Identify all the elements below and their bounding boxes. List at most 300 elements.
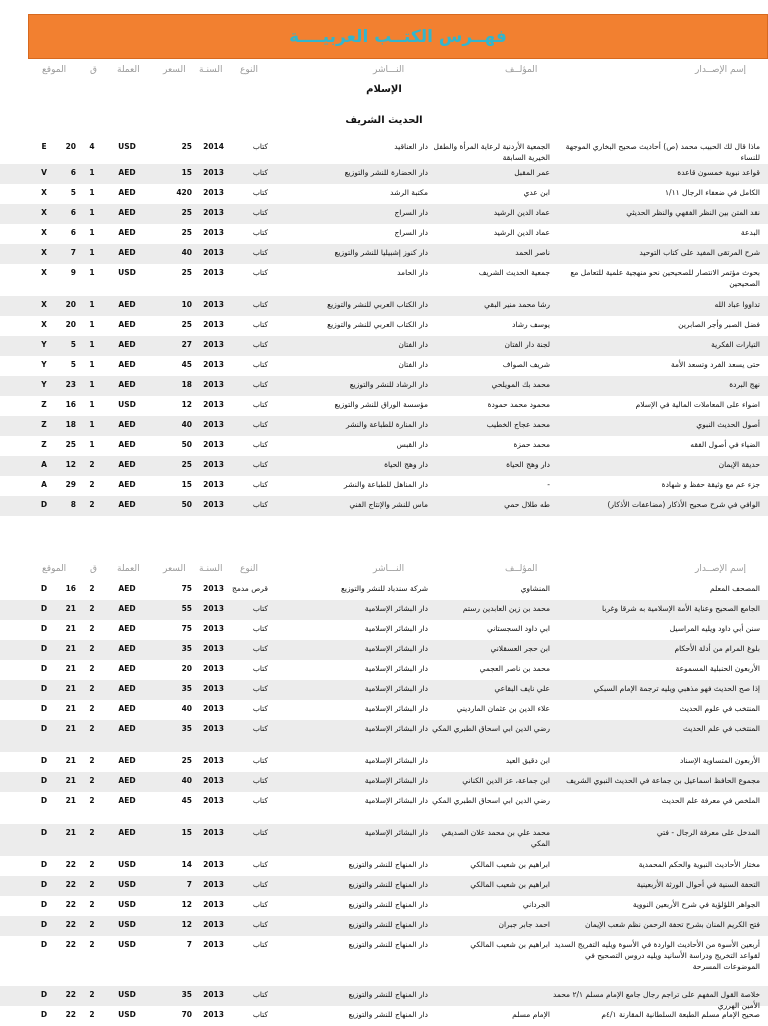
book-type: كتاب	[252, 880, 268, 889]
book-title: ماذا قال لك الحبيب محمد (ص) أحاديث صحيح البخاري الموجهة للنساء	[565, 142, 760, 162]
book-author: لجنة دار الفتان	[504, 340, 550, 349]
book-year: 2013	[203, 500, 224, 509]
book-section: 1	[89, 440, 95, 449]
book-publisher: دار العناقيد	[394, 142, 428, 151]
book-publisher: دار الحامد	[397, 268, 428, 277]
book-author: الجمعية الأردنية لرعاية المرأة والطفل الخيرية السابقة	[433, 142, 550, 162]
book-type: كتاب	[252, 400, 268, 409]
book-price: 18	[181, 380, 192, 389]
book-publisher: دار الكتاب العربي للنشر والتوزيع	[327, 320, 428, 329]
book-shelf-number: 21	[65, 796, 76, 805]
book-section: 2	[89, 796, 95, 805]
book-currency: USD	[118, 940, 136, 949]
book-shelf-letter: D	[40, 684, 48, 693]
book-currency: AED	[118, 584, 136, 593]
book-shelf-letter: D	[40, 664, 48, 673]
book-year: 2014	[203, 142, 224, 151]
book-shelf-number: 22	[65, 990, 76, 999]
book-author: شريف الصواف	[502, 360, 550, 369]
column-headers	[0, 61, 768, 81]
header-title: إسم الإصــدار	[694, 564, 746, 574]
book-section: 1	[89, 208, 95, 217]
book-shelf-letter: V	[41, 168, 47, 177]
book-title: حتى يسعد الفرد وتسعد الأمة	[670, 360, 760, 369]
book-year: 2013	[203, 664, 224, 673]
book-currency: AED	[118, 724, 136, 733]
book-year: 2013	[203, 268, 224, 277]
book-currency: AED	[118, 500, 136, 509]
table-row	[0, 700, 768, 720]
book-publisher: دار السراج	[394, 228, 428, 237]
book-price: 25	[181, 320, 192, 329]
book-author: محمد عجاج الخطيب	[486, 420, 550, 429]
book-shelf-letter: Y	[41, 360, 47, 369]
book-price: 25	[181, 142, 192, 151]
book-title: شرح المرتقى المفيد على كتاب التوحيد	[639, 248, 760, 257]
book-author: -	[547, 480, 550, 489]
book-shelf-letter: D	[40, 990, 48, 999]
book-type: كتاب	[252, 142, 268, 151]
book-title: اضواء على المعاملات المالية في الإسلام	[635, 400, 760, 409]
book-year: 2013	[203, 724, 224, 733]
book-title: نقد المتن بين النظر الفقهي والنظر الحديثي	[626, 208, 760, 217]
book-author: عماد الدين الرشيد	[493, 228, 550, 237]
book-section: 2	[89, 724, 95, 733]
book-shelf-letter: A	[41, 460, 47, 469]
book-shelf-letter: D	[40, 624, 48, 633]
book-shelf-number: 22	[65, 1010, 76, 1019]
book-type: كتاب	[252, 796, 268, 805]
table-row	[0, 680, 768, 700]
book-section: 1	[89, 168, 95, 177]
book-shelf-letter: D	[40, 1010, 48, 1019]
book-year: 2013	[203, 990, 224, 999]
book-currency: AED	[118, 624, 136, 633]
book-shelf-letter: D	[40, 704, 48, 713]
book-author: المنشاوي	[520, 584, 550, 593]
book-section: 2	[89, 460, 95, 469]
book-shelf-letter: X	[41, 248, 47, 257]
book-year: 2013	[203, 756, 224, 765]
book-price: 35	[181, 990, 192, 999]
book-type: كتاب	[252, 500, 268, 509]
book-publisher: دار السراج	[394, 208, 428, 217]
book-shelf-number: 6	[70, 228, 76, 237]
header-currency: العملة	[117, 65, 140, 75]
book-section: 2	[89, 704, 95, 713]
book-currency: USD	[118, 1010, 136, 1019]
book-year: 2013	[203, 940, 224, 949]
book-section: 1	[89, 340, 95, 349]
table-row	[0, 224, 768, 244]
book-price: 15	[181, 480, 192, 489]
book-title: الضياء في أصول الفقه	[690, 440, 760, 449]
book-shelf-number: 22	[65, 880, 76, 889]
book-author: عمر المقبل	[514, 168, 550, 177]
book-section: 1	[89, 188, 95, 197]
book-publisher: دار البشائر الإسلامية	[364, 684, 428, 693]
book-year: 2013	[203, 380, 224, 389]
book-publisher: دار كنوز إشبيليا للنشر والتوزيع	[334, 248, 428, 257]
book-year: 2013	[203, 776, 224, 785]
book-type: كتاب	[252, 420, 268, 429]
book-year: 2013	[203, 460, 224, 469]
book-currency: AED	[118, 828, 136, 837]
book-publisher: دار البشائر الإسلامية	[364, 604, 428, 613]
book-section: 4	[89, 142, 95, 151]
book-currency: AED	[118, 228, 136, 237]
book-price: 35	[181, 644, 192, 653]
book-shelf-letter: Z	[41, 420, 47, 429]
table-row	[0, 876, 768, 896]
book-shelf-number: 7	[70, 248, 76, 257]
book-author: محمد بك المويلحي	[491, 380, 550, 389]
book-currency: AED	[118, 300, 136, 309]
book-year: 2013	[203, 480, 224, 489]
book-section: 2	[89, 644, 95, 653]
book-shelf-letter: X	[41, 228, 47, 237]
book-shelf-number: 20	[65, 300, 76, 309]
book-type: كتاب	[252, 684, 268, 693]
book-shelf-letter: Y	[41, 340, 47, 349]
table-row	[0, 316, 768, 336]
book-price: 40	[181, 248, 192, 257]
book-year: 2013	[203, 604, 224, 613]
book-currency: USD	[118, 990, 136, 999]
book-author: رضي الدين ابي اسحاق الطبري المكي	[432, 724, 550, 733]
book-year: 2013	[203, 340, 224, 349]
book-shelf-number: 22	[65, 860, 76, 869]
header-year: السنـة	[199, 65, 223, 75]
book-section: 2	[89, 664, 95, 673]
book-shelf-number: 6	[70, 208, 76, 217]
book-publisher: دار البشائر الإسلامية	[364, 828, 428, 837]
book-title: الوافي في شرح صحيح الأذكار (مضاعفات الأذكار)	[607, 500, 760, 509]
book-currency: AED	[118, 440, 136, 449]
book-shelf-letter: D	[40, 920, 48, 929]
book-publisher: دار البشائر الإسلامية	[364, 704, 428, 713]
book-publisher: مكتبة الرشد	[390, 188, 428, 197]
table-row	[0, 396, 768, 416]
book-section: 2	[89, 860, 95, 869]
book-section: 2	[89, 940, 95, 949]
book-price: 25	[181, 228, 192, 237]
book-year: 2013	[203, 228, 224, 237]
book-title: جزء عم مع وثيقة حفظ و شهادة	[661, 480, 760, 489]
header-section: ق	[90, 564, 97, 574]
book-year: 2013	[203, 860, 224, 869]
table-row	[0, 296, 768, 316]
book-shelf-number: 18	[65, 420, 76, 429]
book-shelf-number: 21	[65, 724, 76, 733]
book-author: احمد جابر جبران	[498, 920, 550, 929]
book-author: يوسف رشاد	[512, 320, 550, 329]
book-publisher: دار البشائر الإسلامية	[364, 644, 428, 653]
book-shelf-number: 21	[65, 684, 76, 693]
book-publisher: دار القبس	[396, 440, 428, 449]
book-price: 12	[181, 900, 192, 909]
book-publisher: مؤسسة الوراق للنشر والتوزيع	[334, 400, 428, 409]
book-type: كتاب	[252, 320, 268, 329]
book-type: كتاب	[252, 168, 268, 177]
book-author: دار وهج الحياة	[506, 460, 550, 469]
book-currency: AED	[118, 188, 136, 197]
book-type: كتاب	[252, 624, 268, 633]
book-section: 2	[89, 480, 95, 489]
book-title: الكامل في ضعفاء الرجال ١/١١	[665, 188, 760, 197]
book-year: 2013	[203, 300, 224, 309]
book-publisher: دار المنهاج للنشر والتوزيع	[348, 900, 428, 909]
book-type: كتاب	[252, 440, 268, 449]
book-year: 2013	[203, 900, 224, 909]
book-section: 2	[89, 900, 95, 909]
book-type: كتاب	[252, 900, 268, 909]
table-row	[0, 986, 768, 1010]
book-type: كتاب	[252, 776, 268, 785]
book-currency: AED	[118, 684, 136, 693]
book-section: 2	[89, 584, 95, 593]
book-title: المدخل على معرفة الرجال - فتي	[656, 828, 760, 837]
book-shelf-letter: D	[40, 604, 48, 613]
book-type: كتاب	[252, 380, 268, 389]
catalog-banner	[28, 14, 768, 59]
book-shelf-number: 29	[65, 480, 76, 489]
book-shelf-number: 16	[65, 400, 76, 409]
book-currency: USD	[118, 268, 136, 277]
book-title: أربعين الأسوة من الأحاديث الواردة في الأسوة ويليه التفريج السديد لقواعد التخريج ودراسة الأسانيد ويليه دروس التصحيح في الموضوعات المسرحة	[554, 940, 760, 971]
book-price: 25	[181, 268, 192, 277]
book-shelf-number: 12	[65, 460, 76, 469]
book-type: كتاب	[252, 360, 268, 369]
book-shelf-number: 21	[65, 624, 76, 633]
book-author: محمود محمد حمودة	[487, 400, 550, 409]
header-location: الموقع	[42, 65, 67, 75]
book-currency: AED	[118, 208, 136, 217]
book-year: 2013	[203, 420, 224, 429]
book-type: كتاب	[252, 860, 268, 869]
book-price: 15	[181, 168, 192, 177]
book-author: محمد حمزة	[513, 440, 550, 449]
table-row	[0, 376, 768, 396]
book-currency: AED	[118, 664, 136, 673]
book-currency: AED	[118, 480, 136, 489]
table-row	[0, 752, 768, 772]
book-publisher: دار المناهل للطباعة والنشر	[343, 480, 428, 489]
book-author: عماد الدين الرشيد	[493, 208, 550, 217]
book-price: 75	[181, 584, 192, 593]
book-title: حديقة الإيمان	[718, 460, 760, 469]
book-currency: AED	[118, 704, 136, 713]
book-title: المنتخب في علم الحديث	[683, 724, 760, 733]
book-shelf-letter: D	[40, 724, 48, 733]
book-title: نهج البردة	[729, 380, 760, 389]
book-publisher: دار وهج الحياة	[384, 460, 428, 469]
book-section: 2	[89, 604, 95, 613]
table-row	[0, 164, 768, 184]
book-shelf-number: 21	[65, 664, 76, 673]
book-type: كتاب	[252, 188, 268, 197]
book-price: 35	[181, 724, 192, 733]
book-title: مختار الأحاديث النبوية والحكم المحمدية	[638, 860, 760, 869]
table-row	[0, 936, 768, 986]
book-currency: AED	[118, 776, 136, 785]
book-currency: AED	[118, 420, 136, 429]
book-shelf-letter: Z	[41, 400, 47, 409]
book-shelf-number: 21	[65, 828, 76, 837]
book-year: 2013	[203, 880, 224, 889]
table-row	[0, 856, 768, 876]
catalog-title: فهــرس الكتــب العربيــــة	[289, 26, 507, 47]
book-section: 2	[89, 684, 95, 693]
book-publisher: دار الحضارة للنشر والتوزيع	[344, 168, 428, 177]
book-currency: USD	[118, 880, 136, 889]
book-shelf-number: 21	[65, 756, 76, 765]
header-publisher: النـــاشر	[373, 65, 405, 75]
book-currency: AED	[118, 248, 136, 257]
book-title: قواعد نبوية خمسون قاعدة	[677, 168, 760, 177]
book-shelf-number: 21	[65, 604, 76, 613]
book-title: الأربعون الحنبلية المسموعة	[675, 664, 760, 673]
book-author: ابن دقيق العيد	[505, 756, 550, 765]
book-currency: AED	[118, 320, 136, 329]
table-row	[0, 356, 768, 376]
book-year: 2013	[203, 704, 224, 713]
book-publisher: دار المنهاج للنشر والتوزيع	[348, 990, 428, 999]
book-shelf-letter: D	[40, 500, 48, 509]
book-section: 2	[89, 756, 95, 765]
table-row	[0, 896, 768, 916]
book-price: 25	[181, 756, 192, 765]
book-type: كتاب	[252, 604, 268, 613]
table-row	[0, 476, 768, 496]
book-currency: AED	[118, 604, 136, 613]
book-table-1	[0, 138, 768, 516]
book-type: كتاب	[252, 828, 268, 837]
book-price: 20	[181, 664, 192, 673]
book-currency: AED	[118, 796, 136, 805]
book-section: 2	[89, 500, 95, 509]
book-section: 2	[89, 1010, 95, 1019]
book-type: كتاب	[252, 704, 268, 713]
book-title: سنن أبي داود ويليه المراسيل	[669, 624, 760, 633]
book-shelf-number: 5	[70, 360, 76, 369]
book-type: قرص مدمج	[232, 584, 268, 593]
book-title: المنتخب في علوم الحديث	[679, 704, 760, 713]
book-year: 2013	[203, 584, 224, 593]
book-author: ابراهيم بن شعيب المالكي	[470, 940, 550, 949]
table-row	[0, 456, 768, 476]
book-title: البدعة	[740, 228, 760, 237]
book-price: 14	[181, 860, 192, 869]
book-year: 2013	[203, 400, 224, 409]
header-title: إسم الإصــدار	[694, 65, 746, 75]
book-currency: USD	[118, 142, 136, 151]
book-price: 75	[181, 624, 192, 633]
book-shelf-letter: X	[41, 320, 47, 329]
book-price: 7	[186, 940, 192, 949]
book-publisher: دار الفتان	[398, 340, 428, 349]
book-currency: USD	[118, 920, 136, 929]
book-type: كتاب	[252, 990, 268, 999]
book-author: الإمام مسلم	[512, 1010, 550, 1019]
book-publisher: دار الفتان	[398, 360, 428, 369]
book-shelf-number: 21	[65, 644, 76, 653]
table-row	[0, 436, 768, 456]
book-price: 45	[181, 796, 192, 805]
book-type: كتاب	[252, 664, 268, 673]
book-section: 1	[89, 360, 95, 369]
book-price: 70	[181, 1010, 192, 1019]
book-shelf-number: 21	[65, 704, 76, 713]
book-publisher: دار المنارة للطباعة والنشر	[345, 420, 428, 429]
book-shelf-number: 5	[70, 340, 76, 349]
book-publisher: دار المنهاج للنشر والتوزيع	[348, 940, 428, 949]
book-shelf-letter: X	[41, 300, 47, 309]
book-type: كتاب	[252, 268, 268, 277]
book-section: 2	[89, 624, 95, 633]
book-shelf-letter: D	[40, 756, 48, 765]
book-type: كتاب	[252, 248, 268, 257]
book-section: 1	[89, 268, 95, 277]
header-author: المؤلــف	[505, 564, 538, 574]
book-shelf-number: 8	[70, 500, 76, 509]
header-location: الموقع	[42, 564, 67, 574]
book-shelf-number: 23	[65, 380, 76, 389]
book-title: التيارات الفكرية	[711, 340, 760, 349]
book-section: 1	[89, 380, 95, 389]
book-shelf-number: 6	[70, 168, 76, 177]
book-year: 2013	[203, 440, 224, 449]
book-section: 2	[89, 920, 95, 929]
book-section: 1	[89, 400, 95, 409]
book-year: 2013	[203, 624, 224, 633]
book-year: 2013	[203, 248, 224, 257]
book-title: فتح الكريم المنان بشرح تحفة الرحمن نظم شعب الإيمان	[584, 920, 760, 929]
book-title: مجموع الحافظ اسماعيل بن جماعة في الحديث النبوي الشريف	[566, 776, 760, 785]
book-section: 1	[89, 420, 95, 429]
book-section: 2	[89, 880, 95, 889]
table-row	[0, 496, 768, 516]
table-row	[0, 204, 768, 224]
book-author: رضي الدين ابي اسحاق الطبري المكي	[432, 796, 550, 805]
book-type: كتاب	[252, 756, 268, 765]
book-title: المصحف المعلم	[710, 584, 760, 593]
category-heading: الإسلام	[366, 84, 402, 95]
book-year: 2013	[203, 168, 224, 177]
book-shelf-letter: Z	[41, 440, 47, 449]
book-title: فضل الصبر وأجر الصابرين	[678, 320, 760, 329]
book-title: الجواهر اللؤلؤية في شرح الأربعين النووية	[632, 900, 760, 909]
header-type: النوع	[240, 65, 258, 75]
header-currency: العملة	[117, 564, 140, 574]
book-shelf-letter: D	[40, 828, 48, 837]
book-price: 7	[186, 880, 192, 889]
book-shelf-letter: Y	[41, 380, 47, 389]
book-author: علاء الدين بن عثمان المارديني	[456, 704, 550, 713]
book-author: الجرداني	[522, 900, 550, 909]
book-price: 40	[181, 420, 192, 429]
book-type: كتاب	[252, 460, 268, 469]
table-row	[0, 336, 768, 356]
subcategory-heading: الحديث الشريف	[345, 115, 423, 126]
table-row	[0, 640, 768, 660]
book-shelf-letter: X	[41, 188, 47, 197]
book-title: صحيح الإمام مسلم الطبعة السلطانية المقارنة ٤/١م	[601, 1010, 760, 1019]
book-price: 40	[181, 776, 192, 785]
book-year: 2013	[203, 828, 224, 837]
table-row	[0, 184, 768, 204]
book-year: 2013	[203, 188, 224, 197]
